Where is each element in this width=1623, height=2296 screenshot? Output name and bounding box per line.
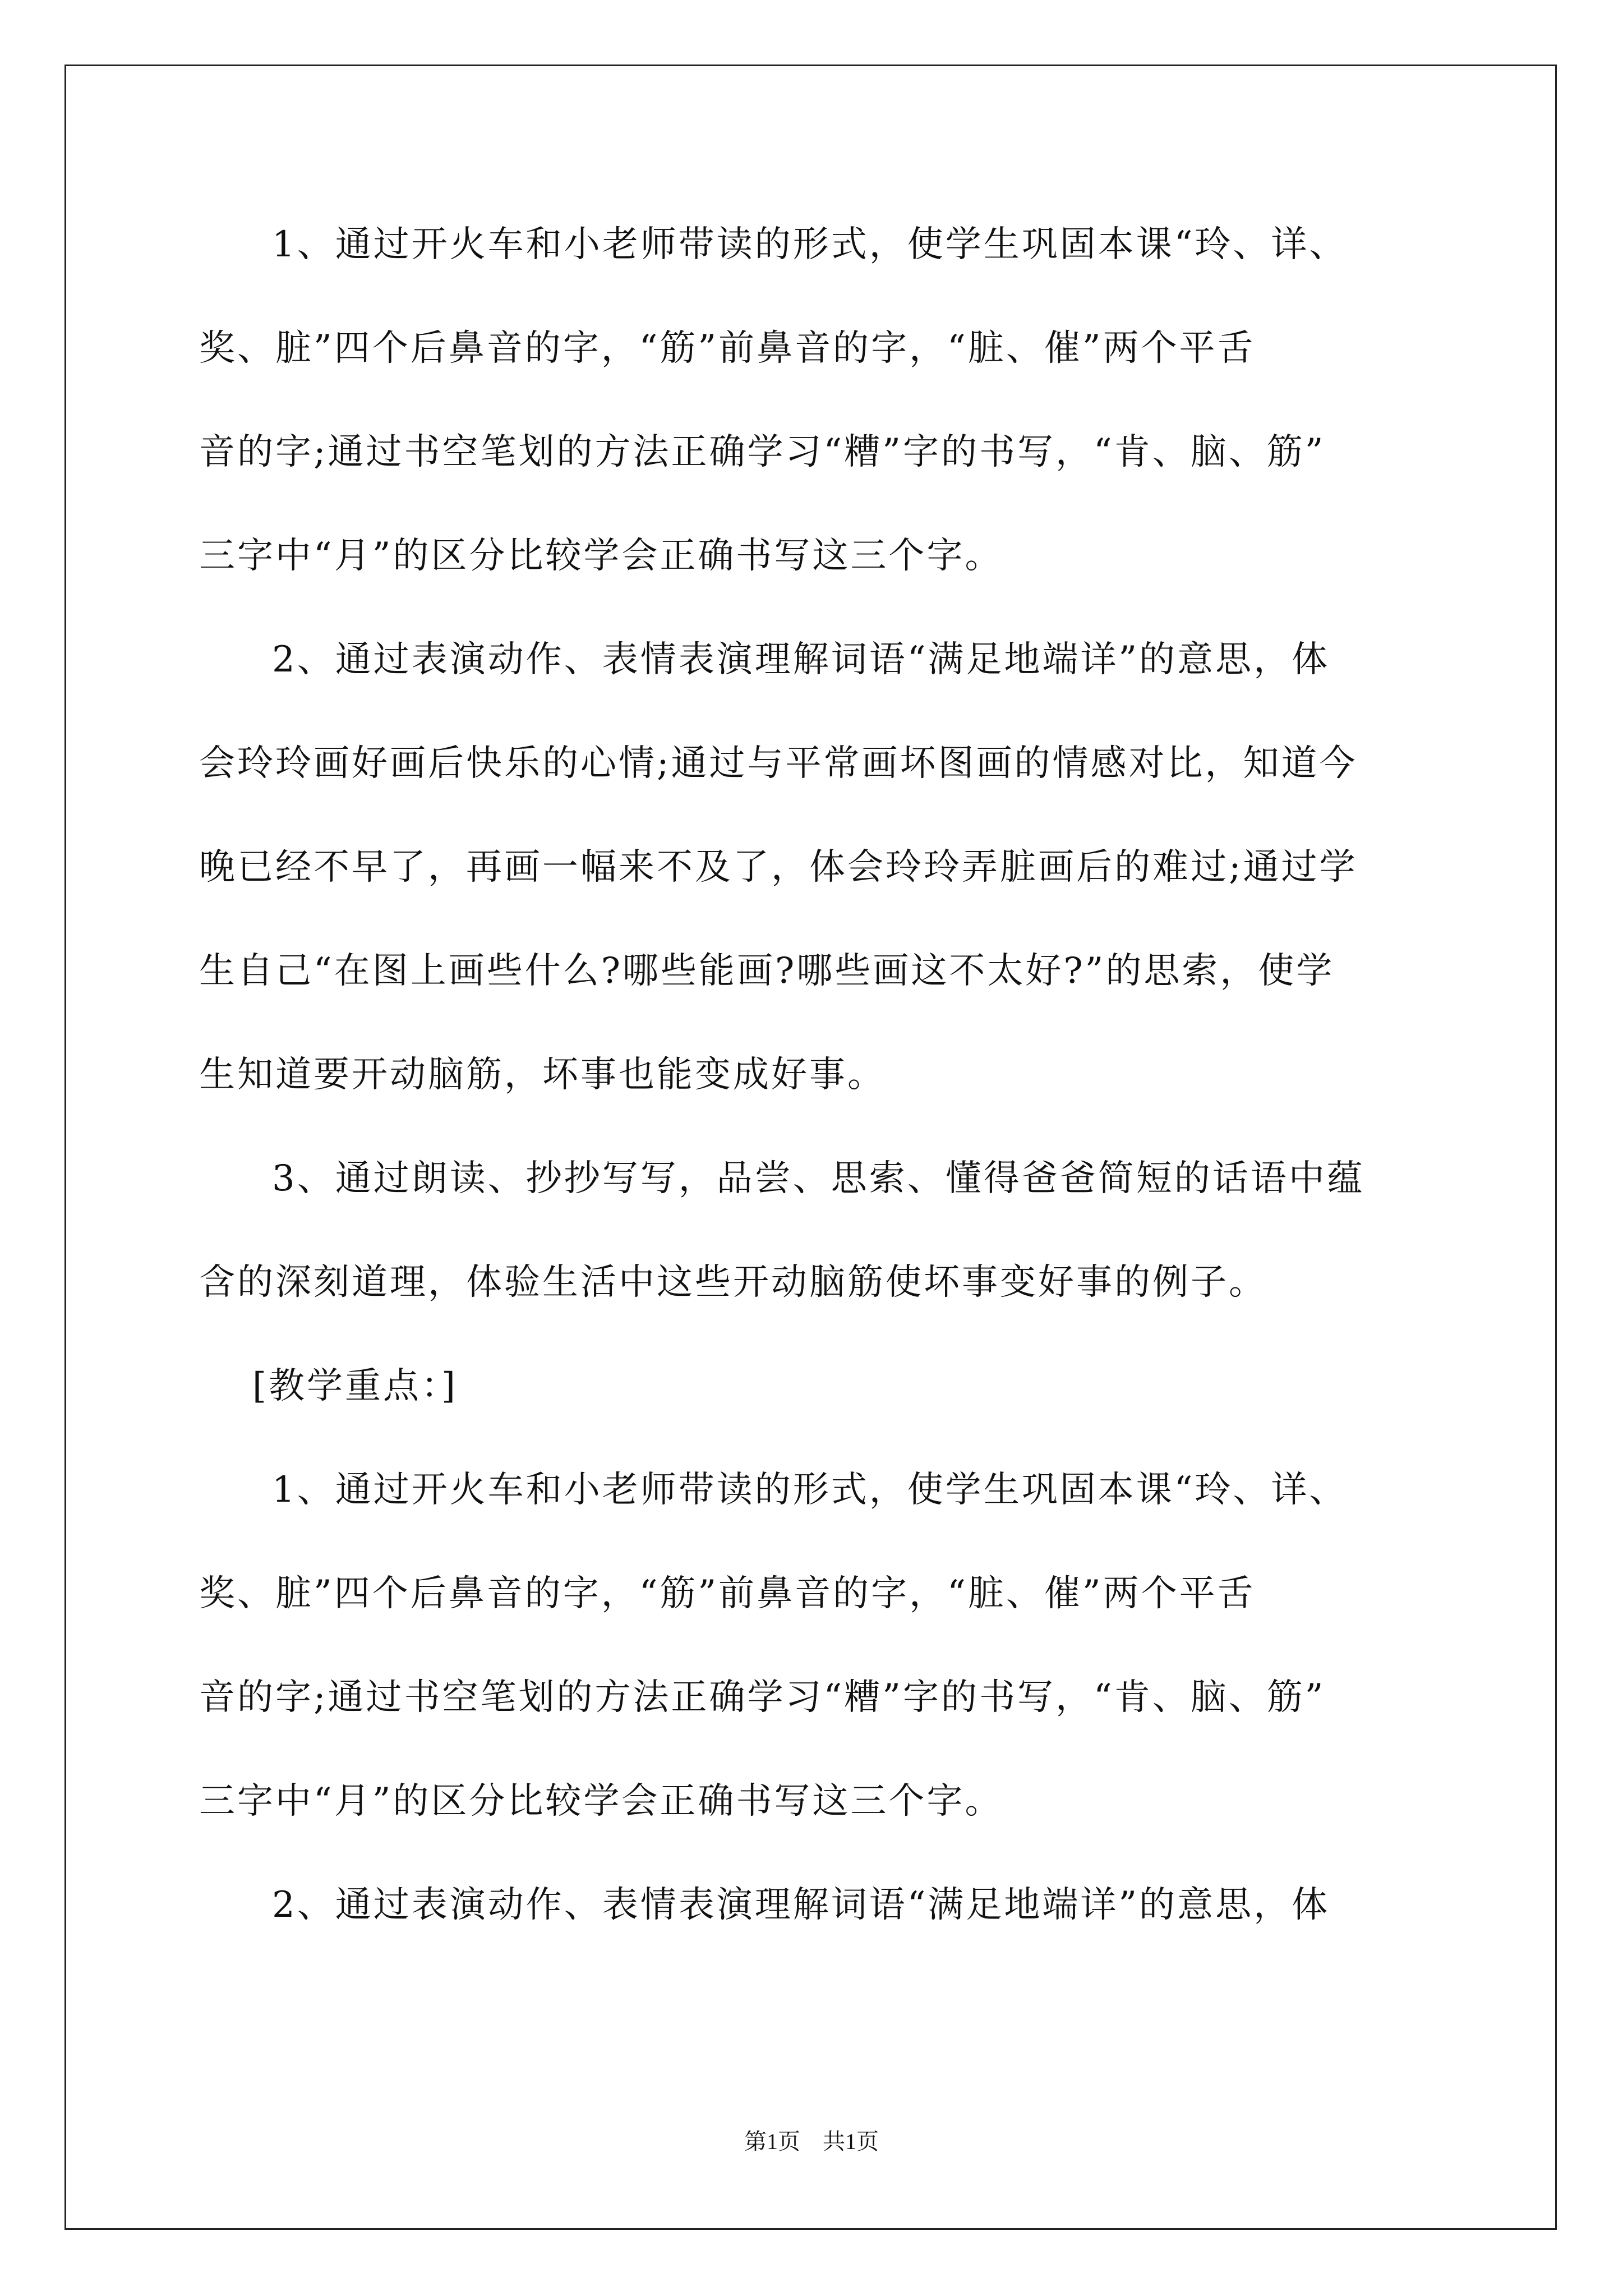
text-line: 奖、脏”四个后鼻音的字，“筋”前鼻音的字，“脏、催”两个平舌 (199, 328, 1256, 369)
page-number: 第1页 (744, 2129, 800, 2154)
text-line: 音的字;通过书空笔划的方法正确学习“糟”字的书写，“肯、脑、筋” (199, 1677, 1326, 1718)
text-line: 三字中“月”的区分比较学会正确书写这三个字。 (199, 535, 1003, 577)
text-line: 1、通过开火车和小老师带读的形式，使学生巩固本课“玲、详、 (272, 224, 1348, 265)
text-line: 3、通过朗读、抄抄写写，品尝、思索、懂得爸爸简短的话语中蕴 (272, 1158, 1365, 1199)
text-line: 三字中“月”的区分比较学会正确书写这三个字。 (199, 1780, 1003, 1822)
text-line: 2、通过表演动作、表情表演理解词语“满足地端详”的意思，体 (272, 1884, 1330, 1926)
text-line: 晚已经不早了，再画一幅来不及了，体会玲玲弄脏画后的难过;通过学 (199, 846, 1358, 888)
text-line: 2、通过表演动作、表情表演理解词语“满足地端详”的意思，体 (272, 639, 1330, 680)
text-line: 音的字;通过书空笔划的方法正确学习“糟”字的书写，“肯、脑、筋” (199, 431, 1326, 473)
page-total: 共1页 (823, 2129, 879, 2154)
section-heading: [教学重点：] (252, 1365, 458, 1407)
text-line: 1、通过开火车和小老师带读的形式，使学生巩固本课“玲、详、 (272, 1469, 1348, 1511)
text-line: 生知道要开动脑筋，坏事也能变成好事。 (199, 1054, 886, 1096)
page-footer (0, 2125, 1623, 2159)
text-line: 会玲玲画好画后快乐的心情;通过与平常画坏图画的情感对比，知道今 (199, 743, 1358, 784)
text-line: 含的深刻道理，体验生活中这些开动脑筋使坏事变好事的例子。 (199, 1262, 1267, 1303)
text-line: 生自己“在图上画些什么?哪些能画?哪些画这不太好?”的思索，使学 (199, 950, 1335, 992)
text-line: 奖、脏”四个后鼻音的字，“筋”前鼻音的字，“脏、催”两个平舌 (199, 1573, 1256, 1614)
